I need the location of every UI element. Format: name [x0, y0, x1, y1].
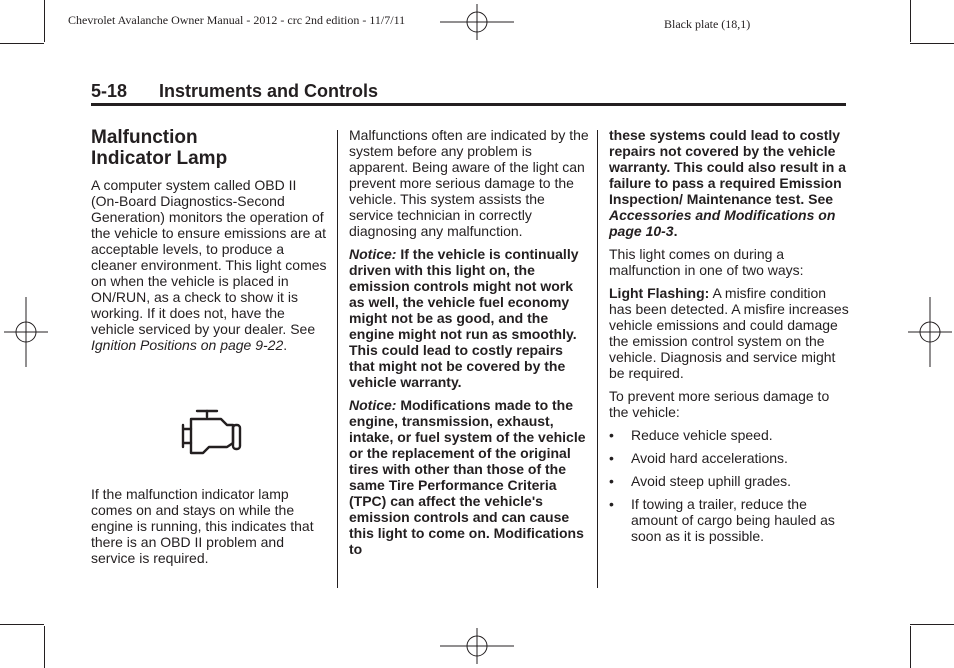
registration-mark-right — [908, 297, 952, 367]
crop-mark — [44, 626, 45, 668]
notice-label: Notice: — [349, 246, 397, 262]
plate-info: Black plate (18,1) — [664, 17, 751, 31]
page-number: 5-18 — [91, 81, 128, 101]
crop-mark — [910, 43, 954, 44]
list-item — [609, 473, 849, 489]
column-2 — [349, 127, 589, 564]
list-item-text: Avoid hard accelerations. — [631, 450, 788, 466]
malfunction-lamp-paragraph: If the malfunction indicator lamp comes on and stays on while the engine is running, this indicates that there is an OBD II problem and service is required. — [91, 486, 314, 566]
registration-mark-bottom — [440, 628, 514, 664]
registration-mark-left — [4, 297, 48, 367]
heading-malfunction-indicator-lamp — [91, 127, 327, 169]
notice-modifications — [349, 397, 589, 557]
column-divider — [597, 130, 598, 588]
bullet-icon: • — [609, 450, 614, 466]
list-item — [609, 496, 849, 544]
crop-mark — [910, 624, 954, 625]
crop-mark — [910, 626, 911, 668]
list-item — [609, 427, 849, 443]
continuation-end: . — [673, 223, 678, 239]
notice-label: Notice: — [349, 397, 397, 413]
intro-end: . — [283, 337, 288, 353]
crop-mark — [910, 0, 911, 42]
section-rule — [91, 103, 846, 106]
section-title: Instruments and Controls — [159, 81, 379, 101]
accessories-modifications-ref[interactable]: Accessories and Modifications on page 10-3 — [609, 207, 836, 239]
check-engine-icon — [175, 407, 245, 455]
notice-continuation — [609, 127, 849, 239]
notice-continual-driving — [349, 246, 589, 390]
crop-mark — [0, 624, 44, 625]
bullet-icon: • — [609, 496, 614, 512]
notice-text: Modifications made to the engine, transmission, exhaust, intake, or fuel system of the vehicle or the replacement of the original tires with other than those of the same Tire Performance Criteria (TPC) can affect the vehicle's emission controls and can cause this light to come on. Modifications to — [349, 397, 586, 557]
column-divider — [337, 130, 338, 588]
light-modes-paragraph: This light comes on during a malfunction in one of two ways: — [609, 246, 804, 278]
list-item-text: Reduce vehicle speed. — [631, 427, 773, 443]
list-item — [609, 450, 849, 466]
crop-mark — [44, 0, 45, 42]
bullet-icon: • — [609, 427, 614, 443]
column-3 — [609, 127, 849, 551]
light-flashing-paragraph — [609, 285, 849, 381]
crop-mark — [0, 43, 44, 44]
list-item-text: If towing a trailer, reduce the amount of cargo being hauled as soon as it is possible. — [631, 496, 835, 544]
malfunction-paragraph: Malfunctions often are indicated by the system before any problem is apparent. Being aware of the light can prevent more serious damage to the vehicle. This system assists the service technician in correctly diagnosing any malfunction. — [349, 127, 589, 239]
intro-paragraph — [91, 177, 327, 353]
light-flashing-text: A misfire condition has been detected. A misfire increases vehicle emissions and could damage the emission control system on the vehicle. Diagnosis and service might be required. — [609, 285, 849, 381]
heading-line-2: Indicator Lamp — [91, 148, 228, 169]
registration-mark-top — [440, 4, 514, 40]
list-item-text: Avoid steep uphill grades. — [631, 473, 792, 489]
bullet-list — [609, 427, 849, 544]
section-header — [91, 80, 846, 106]
light-flashing-label: Light Flashing: — [609, 285, 710, 301]
notice-text: If the vehicle is continually driven with this light on, the emission controls might not work as well, the vehicle fuel economy might not be as good, and the engine might not run as smoothly. This could lead to costly repairs that might not be covered by the vehicle warranty. — [349, 246, 579, 390]
heading-line-1: Malfunction — [91, 127, 198, 148]
column-1 — [91, 127, 327, 360]
ignition-positions-ref[interactable]: Ignition Positions on page 9-22 — [91, 337, 284, 353]
prevent-damage-paragraph: To prevent more serious damage to the vehicle: — [609, 388, 830, 420]
manual-info: Chevrolet Avalanche Owner Manual - 2012 - crc 2nd edition - 11/7/11 — [68, 13, 406, 27]
continuation-text: these systems could lead to costly repairs not covered by the vehicle warranty. This could also result in a failure to pass a required Emission Inspection/ Maintenance test. See — [609, 127, 847, 207]
intro-text: A computer system called OBD II (On-Board Diagnostics-Second Generation) monitors the operation of the vehicle to ensure emissions are at acceptable levels, to produce a cleaner environment. This light comes on when the vehicle is placed in ON/RUN, as a check to show it is working. If it does not, have the vehicle serviced by your dealer. See — [91, 177, 327, 337]
bullet-icon: • — [609, 473, 614, 489]
